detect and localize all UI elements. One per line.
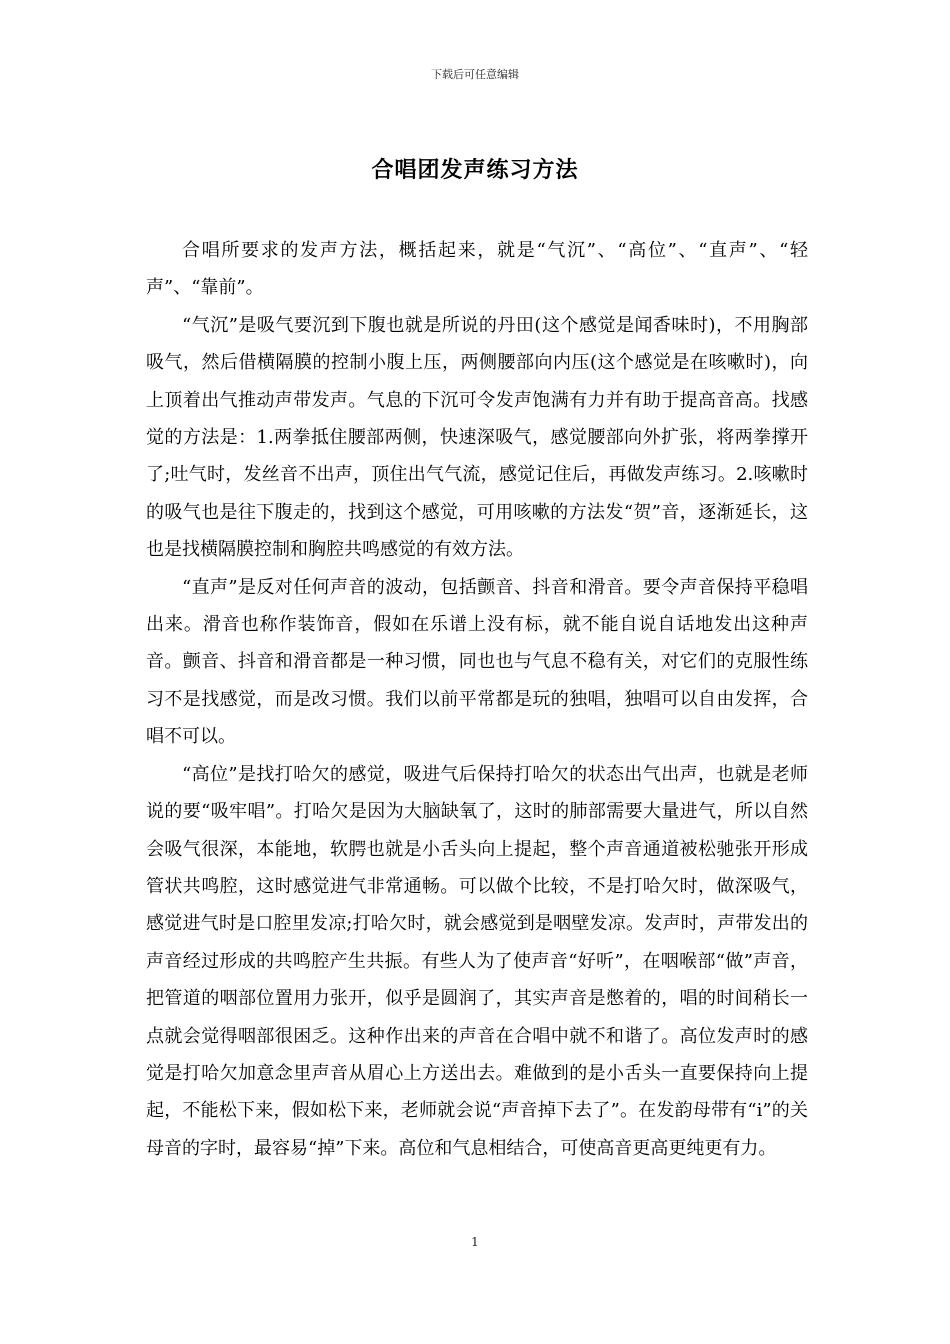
paragraph-gao-wei: “高位”是找打哈欠的感觉，吸进气后保持打哈欠的状态出气出声，也就是老师说的要“吸牢唱”。打哈欠是因为大脑缺氧了，这时的肺部需要大量进气，所以自然会吸气很深，本能地，软腭也就是小舌头向上提起，整个声音通道被松驰张开形成管状共鸣腔，这时感觉进气非常通畅。可以做个比较，不是打哈欠时，做深吸气，感觉进气时是口腔里发凉;打哈欠时，就会感觉到是咽壁发凉。发声时，声带发出的声音经过形成的共鸣腔产生共振。有些人为了使声音“好听”，在咽喉部“做”声音，把管道的咽部位置用力张开，似乎是圆润了，其实声音是憋着的，唱的时间稍长一点就会觉得咽部很困乏。这种作出来的声音在合唱中就不和谐了。高位发声时的感觉是打哈欠加意念里声音从眉心上方送出去。难做到的是小舌头一直要保持向上提起，不能松下来，假如松下来，老师就会说“声音掉下去了”。在发韵母带有“i”的关母音的字时，最容易“掉”下来。高位和气息相结合，可使高音更高更纯更有力。: [146, 763, 808, 1159]
page-header: 下载后可任意编辑: [431, 68, 519, 81]
paragraph-zhi-sheng: “直声”是反对任何声音的波动，包括颤音、抖音和滑音。要令声音保持平稳唱出来。滑音也称作装饰音，假如在乐谱上没有标，就不能自说自话地发出这种声音。颤音、抖音和滑音都是一种习惯，同也也与气息不稳有关，对它们的克服性练习不是找感觉，而是改习惯。我们以前平常都是玩的独唱，独唱可以自由发挥，合唱不可以。: [146, 576, 808, 748]
paragraph-qi-chen: “气沉”是吸气要沉到下腹也就是所说的丹田(这个感觉是闻香味时)，不用胸部吸气，然后借横隔膜的控制小腹上压，两侧腰部向内压(这个感觉是在咳嗽时)，向上顶着出气推动声带发声。气息的下沉可令发声饱满有力并有助于提高音高。找感觉的方法是：1.两拳抵住腰部两侧，快速深吸气，感觉腰部向外扩张，将两拳撑开了;吐气时，发丝音不出声，顶住出气气流，感觉记住后，再做发声练习。2.咳嗽时的吸气也是往下腹走的，找到这个感觉，可用咳嗽的方法发“贺”音，逐渐延长，这也是找横隔膜控制和胸腔共鸣感觉的有效方法。: [146, 314, 808, 561]
document-body: [146, 232, 808, 1167]
document-title: 合唱团发声练习方法: [371, 157, 579, 183]
page-number: 1: [471, 1235, 479, 1249]
paragraph-intro: 合唱所要求的发声方法，概括起来，就是“气沉”、“高位”、“直声”、“轻声”、“靠前”。: [146, 240, 808, 299]
